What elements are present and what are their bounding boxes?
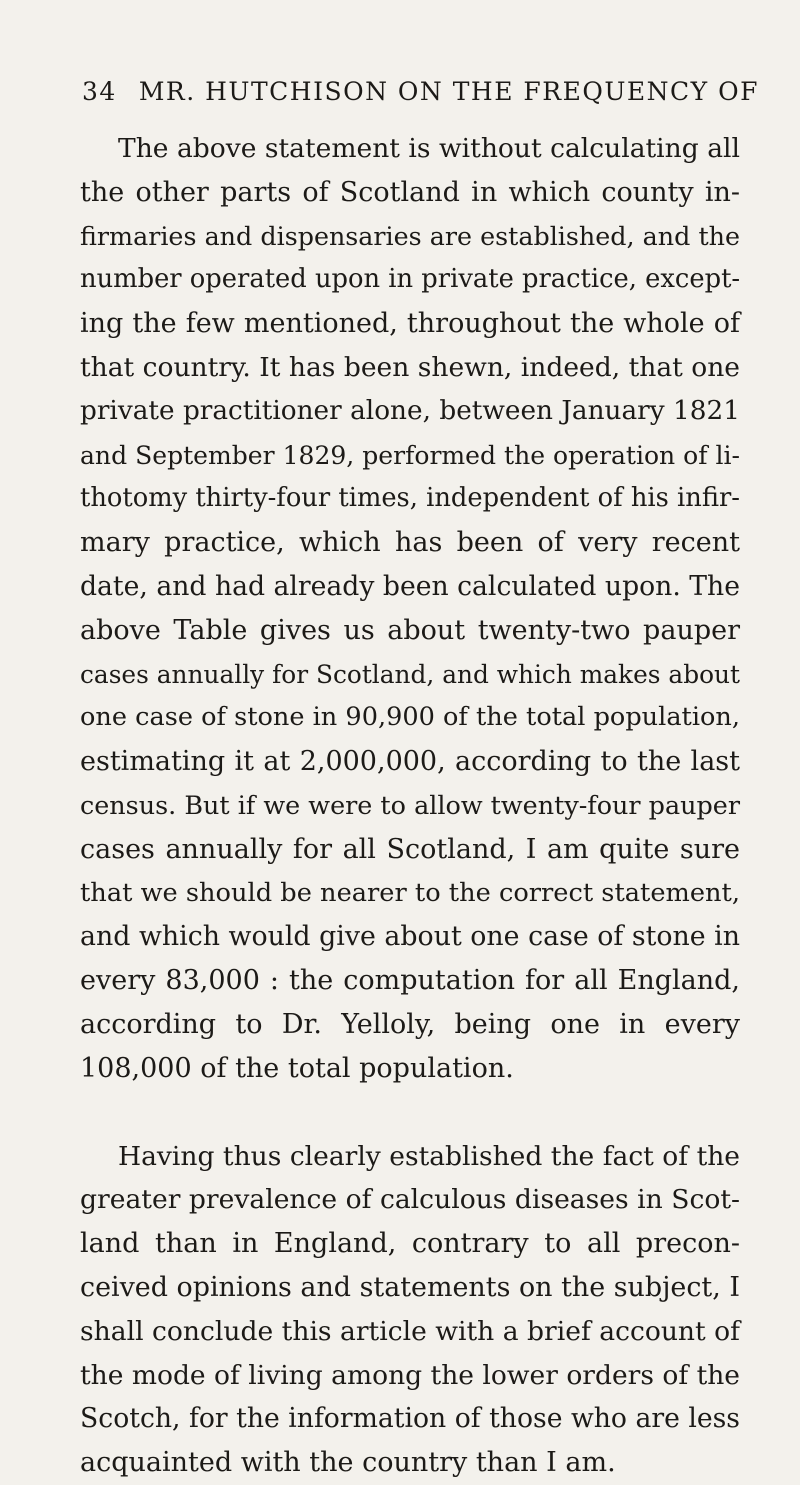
text-line: cases annually for Scotland, and which makes about: [80, 659, 740, 689]
page-number: 34: [82, 77, 117, 106]
text-line: that country. It has been shewn, indeed, that one: [80, 351, 740, 383]
text-line: mary practice, which has been of very recent: [80, 527, 740, 559]
text-line: Scotch, for the information of those who are less: [80, 1403, 740, 1435]
text-line: that we should be nearer to the correct statement,: [80, 877, 740, 908]
text-line: acquainted with the country than I am.: [80, 1447, 616, 1479]
text-line: The above statement is without calculating all: [118, 133, 740, 164]
paragraph-gap: [80, 1091, 740, 1135]
text-line: one case of stone in 90,900 of the total population,: [80, 702, 740, 733]
text-line: number operated upon in private practice, except-: [80, 264, 741, 295]
text-line: every 83,000 : the computation for all England,: [80, 965, 740, 997]
text-line: firmaries and dispensaries are established, and the: [80, 220, 740, 251]
running-head: [82, 76, 759, 108]
paragraph-2: [80, 1135, 740, 1485]
text-line: estimating it at 2,000,000, according to the last: [80, 746, 740, 778]
text-line: date, and had already been calculated upon. The: [80, 570, 740, 602]
text-line: ing the few mentioned, throughout the whole of: [80, 308, 740, 340]
text-line: the mode of living among the lower orders of the: [80, 1359, 740, 1391]
text-line: and which would give about one case of stone in: [80, 921, 740, 953]
body-text: [80, 127, 740, 1485]
text-line: greater prevalence of calculous diseases in Scot-: [80, 1184, 740, 1216]
text-line: shall conclude this article with a brief account of: [80, 1315, 740, 1347]
text-line: cases annually for all Scotland, I am quite sure: [80, 833, 740, 865]
text-line: private practitioner alone, between January 1821: [80, 395, 740, 426]
text-line: land than in England, contrary to all precon-: [80, 1228, 740, 1260]
running-head-title: MR. HUTCHISON ON THE FREQUENCY OF: [138, 77, 759, 106]
text-line: above Table gives us about twenty-two pauper: [80, 614, 740, 646]
text-line: the other parts of Scotland in which county in-: [80, 176, 740, 208]
text-line: and September 1829, performed the operation of li-: [80, 440, 740, 470]
text-line: 108,000 of the total population.: [80, 1052, 514, 1084]
text-line: thotomy thirty-four times, independent of his infir-: [80, 483, 740, 514]
text-line: census. But if we were to allow twenty-four pauper: [80, 789, 740, 820]
paragraph-1: [80, 127, 740, 1091]
text-line: according to Dr. Yelloly, being one in every: [80, 1008, 740, 1040]
text-line: ceived opinions and statements on the subject, I: [80, 1271, 740, 1303]
text-line: Having thus clearly established the fact of the: [118, 1140, 740, 1172]
